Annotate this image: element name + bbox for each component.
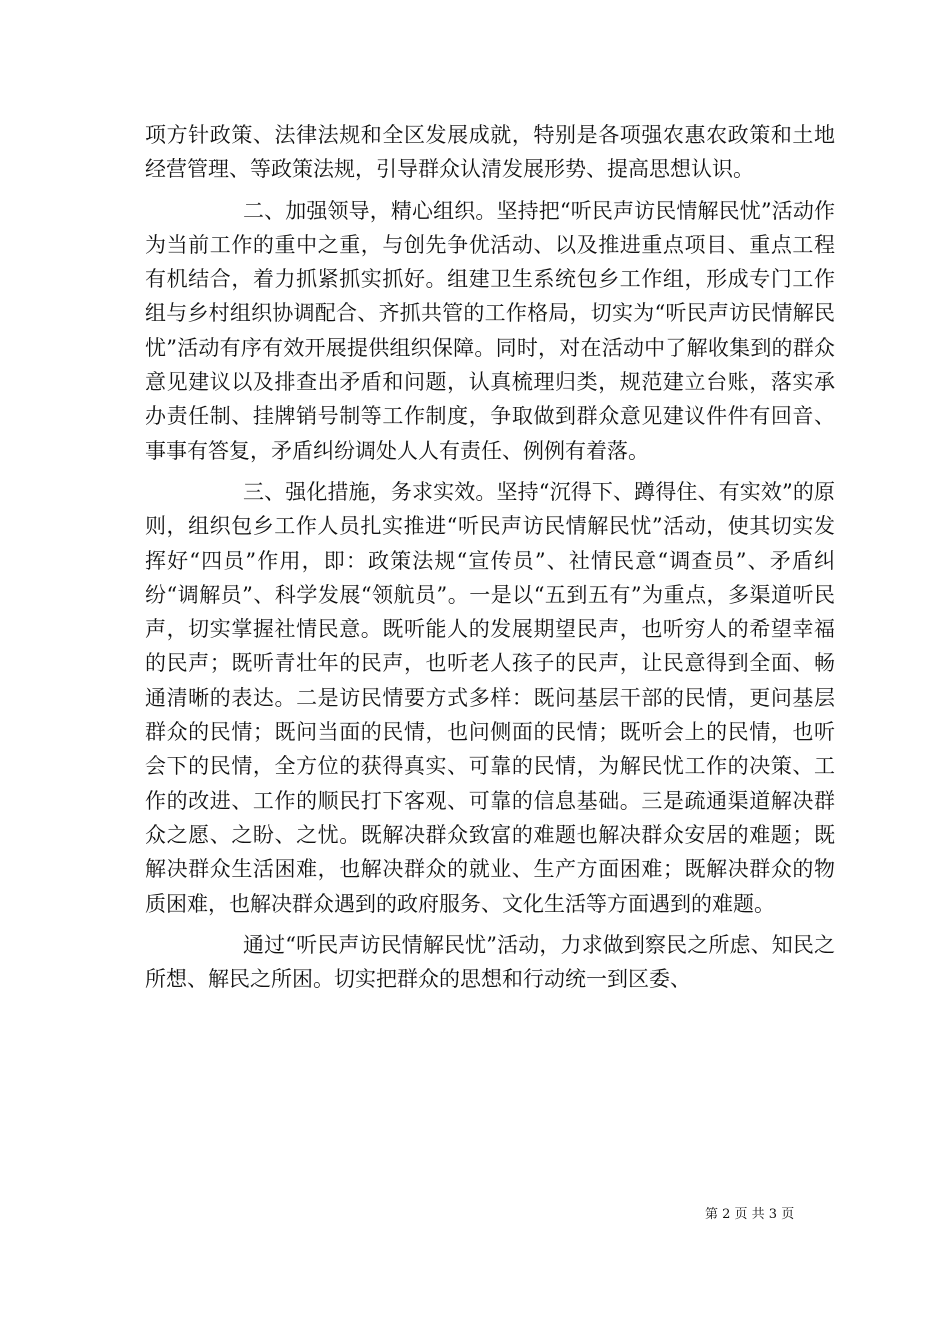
document-body bbox=[145, 118, 835, 996]
paragraph-continuation: 项方针政策、法律法规和全区发展成就，特别是各项强农惠农政策和土地经营管理、等政策法规，引导群众认清发展形势、提高思想认识。 bbox=[145, 123, 835, 182]
page-number-footer: 第 2 页 共 3 页 bbox=[705, 1207, 795, 1222]
paragraph-section-three: 三、强化措施，务求实效。坚持“沉得下、蹲得住、有实效”的原则，组织包乡工作人员扎实推进“听民声访民情解民忧”活动，使其切实发挥好“四员”作用，即：政策法规“宣传员”、社情民意“调查员”、矛盾纠纷“调解员”、科学发展“领航员”。一是以“五到五有”为重点，多渠道听民声，切实掌握社情民意。既听能人的发展期望民声，也听穷人的希望幸福的民声；既听青壮年的民声，也听老人孩子的民声，让民意得到全面、畅通清晰的表达。二是访民情要方式多样：既问基层干部的民情，更问基层群众的民情；既问当面的民情，也问侧面的民情；既听会上的民情，也听会下的民情，全方位的获得真实、可靠的民情，为解民忧工作的决策、工作的改进、工作的顺民打下客观、可靠的信息基础。三是疏通渠道解决群众之愿、之盼、之忧。既解决群众致富的难题也解决群众安居的难题；既解决群众生活困难，也解决群众的就业、生产方面困难；既解决群众的物质困难，也解决群众遇到的政府服务、文化生活等方面遇到的难题。 bbox=[145, 479, 835, 916]
paragraph-conclusion: 通过“听民声访民情解民忧”活动，力求做到察民之所虑、知民之所想、解民之所困。切实把群众的思想和行动统一到区委、 bbox=[145, 932, 835, 992]
paragraph-section-two: 二、加强领导，精心组织。坚持把“听民声访民情解民忧”活动作为当前工作的重中之重，与创先争优活动、以及推进重点项目、重点工程有机结合，着力抓紧抓实抓好。组建卫生系统包乡工作组，形成专门工作组与乡村组织协调配合、齐抓共管的工作格局，切实为“听民声访民情解民忧”活动有序有效开展提供组织保障。同时，对在活动中了解收集到的群众意见建议以及排查出矛盾和问题，认真梳理归类，规范建立台账，落实承办责任制、挂牌销号制等工作制度，争取做到群众意见建议件件有回音、事事有答复，矛盾纠纷调处人人有责任、例例有着落。 bbox=[145, 198, 835, 463]
